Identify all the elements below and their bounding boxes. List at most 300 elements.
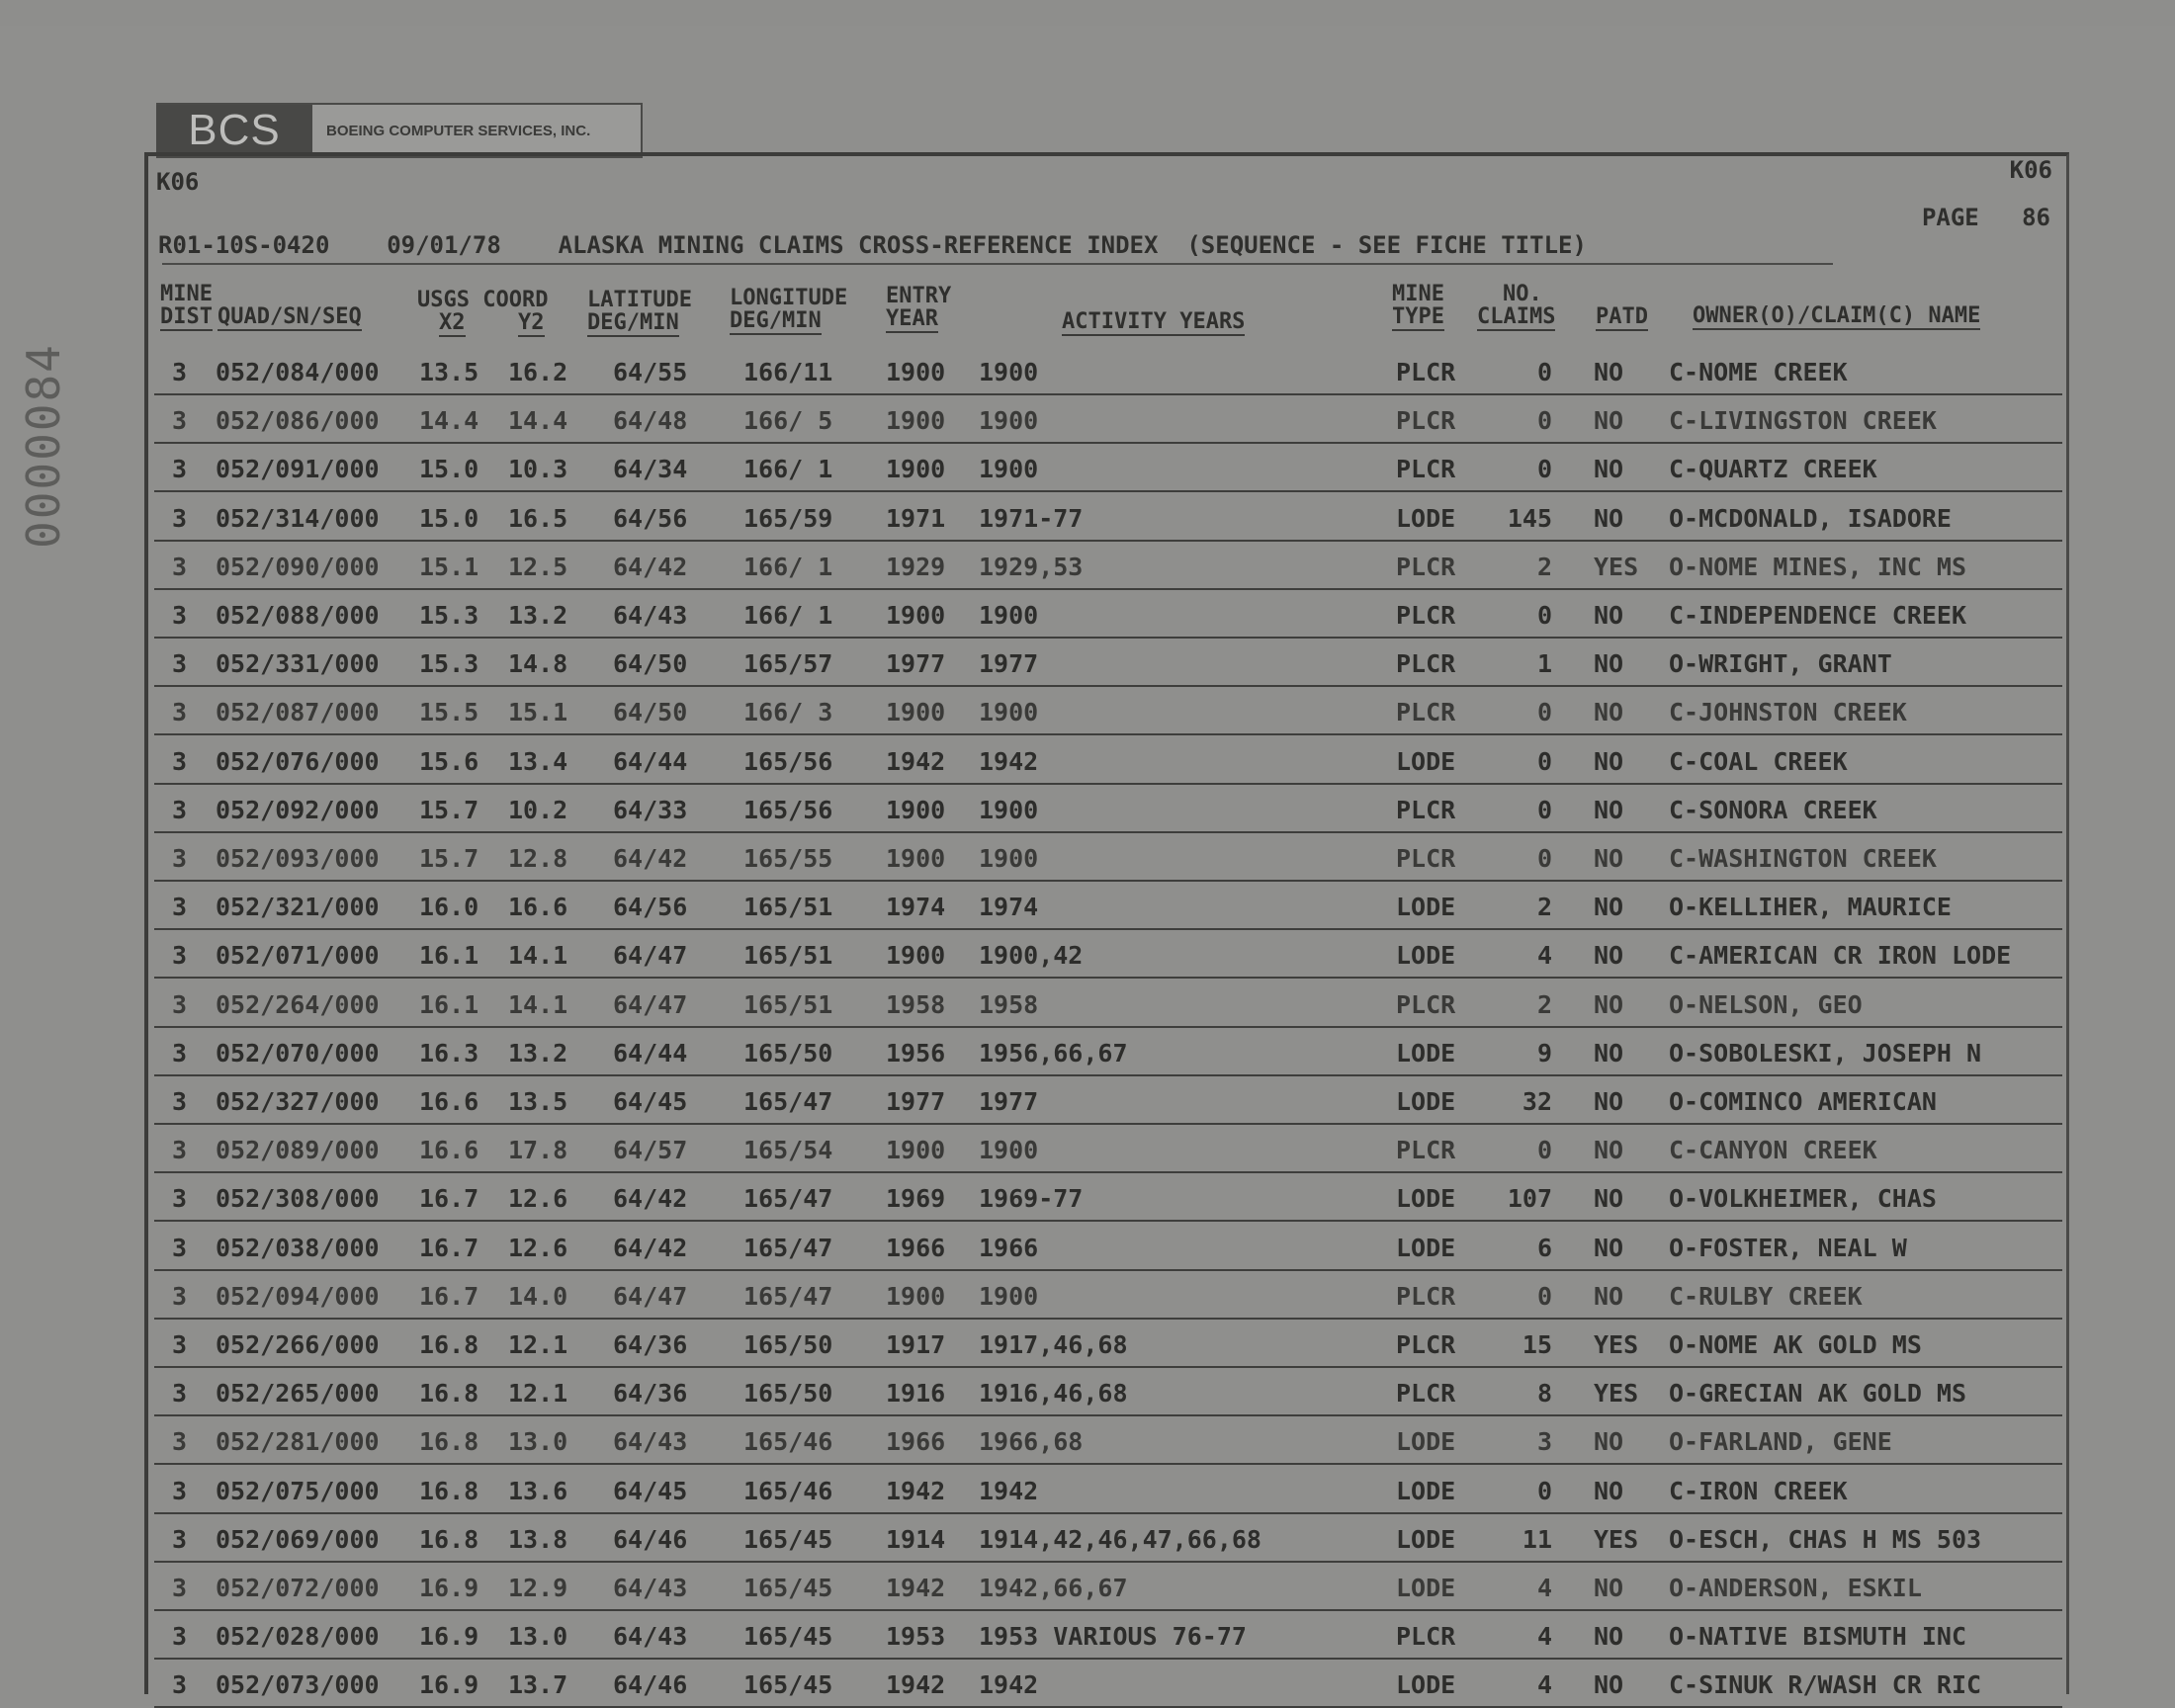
latitude-cell: 64/50 [613, 649, 688, 679]
y2-cell: 12.9 [508, 1574, 568, 1602]
claims-cell: 0 [1536, 1476, 1552, 1505]
quad-cell: 052/265/000 [216, 1379, 380, 1409]
x2-cell: 15.0 [419, 503, 479, 533]
table-row [148, 788, 2066, 833]
longitude-cell: 165/45 [743, 1670, 833, 1700]
patd-cell: NO [1594, 941, 1624, 971]
col-mine-type [1392, 283, 1444, 328]
claims-cell: 4 [1536, 941, 1552, 971]
table-row [148, 1614, 2066, 1660]
claims-cell: 0 [1536, 601, 1552, 630]
owner-claim-cell: O-NOME AK GOLD MS [1669, 1330, 1922, 1359]
latitude-cell: 64/47 [613, 989, 688, 1019]
mine-type-cell: PLCR [1396, 698, 1456, 727]
mine-dist-cell: 3 [172, 1184, 188, 1214]
col-entry-year [886, 285, 951, 330]
entry-year-cell: 1900 [886, 358, 946, 386]
owner-claim-cell: O-ANDERSON, ESKIL [1669, 1574, 1922, 1602]
entry-year-cell: 1971 [886, 503, 946, 533]
row-rule [154, 393, 2062, 395]
y2-cell: 13.7 [508, 1670, 568, 1700]
title-underline [162, 263, 1833, 265]
mine-type-cell: PLCR [1396, 601, 1456, 630]
entry-year-cell: 1914 [886, 1524, 946, 1554]
row-rule [154, 1074, 2062, 1076]
claims-cell: 0 [1536, 455, 1552, 484]
owner-claim-cell: C-QUARTZ CREEK [1669, 455, 1877, 484]
row-rule [154, 588, 2062, 590]
row-rule [154, 977, 2062, 979]
mine-type-cell: PLCR [1396, 552, 1456, 581]
col-coord-label: COORD [482, 288, 549, 312]
claims-cell: 0 [1536, 844, 1552, 873]
activity-years-cell: 1966 [979, 1233, 1039, 1262]
y2-cell: 12.1 [508, 1379, 568, 1409]
mine-dist-cell: 3 [172, 844, 188, 873]
owner-claim-cell: O-WRIGHT, GRANT [1669, 649, 1892, 679]
row-rule [154, 1171, 2062, 1173]
row-rule [154, 1609, 2062, 1611]
claims-cell: 145 [1507, 503, 1552, 533]
latitude-cell: 64/56 [613, 503, 688, 533]
owner-claim-cell: O-GRECIAN AK GOLD MS [1669, 1379, 1967, 1409]
mine-dist-cell: 3 [172, 941, 188, 971]
claims-cell: 32 [1522, 1087, 1552, 1116]
patd-cell: NO [1594, 1574, 1624, 1602]
y2-cell: 13.0 [508, 1622, 568, 1652]
col-usgs-label: USGS [417, 288, 470, 312]
mine-type-cell: LODE [1396, 1087, 1456, 1116]
activity-years-cell: 1900 [979, 795, 1039, 824]
activity-years-cell: 1977 [979, 1087, 1039, 1116]
x2-cell: 16.9 [419, 1622, 479, 1652]
entry-year-cell: 1969 [886, 1184, 946, 1214]
owner-claim-cell: O-VOLKHEIMER, CHAS [1669, 1184, 1937, 1214]
mine-dist-cell: 3 [172, 358, 188, 386]
y2-cell: 10.2 [508, 795, 568, 824]
entry-year-cell: 1966 [886, 1427, 946, 1457]
mine-dist-cell: 3 [172, 746, 188, 776]
x2-cell: 16.8 [419, 1476, 479, 1505]
owner-claim-cell: O-FARLAND, GENE [1669, 1427, 1892, 1457]
quad-cell: 052/089/000 [216, 1136, 380, 1165]
longitude-cell: 165/47 [743, 1184, 833, 1214]
activity-years-cell: 1974 [979, 893, 1039, 922]
y2-cell: 12.1 [508, 1330, 568, 1359]
entry-year-cell: 1929 [886, 552, 946, 581]
claims-cell: 0 [1536, 1136, 1552, 1165]
mine-type-cell: PLCR [1396, 844, 1456, 873]
entry-year-cell: 1900 [886, 698, 946, 727]
table-row [148, 1663, 2066, 1708]
owner-claim-cell: O-ESCH, CHAS H MS 503 [1669, 1524, 1982, 1554]
owner-claim-cell: O-COMINCO AMERICAN [1669, 1087, 1937, 1116]
latitude-cell: 64/42 [613, 1184, 688, 1214]
entry-year-cell: 1917 [886, 1330, 946, 1359]
y2-cell: 12.6 [508, 1233, 568, 1262]
patd-cell: NO [1594, 795, 1624, 824]
activity-years-cell: 1900 [979, 698, 1039, 727]
col-lon-line2: DEG/MIN [730, 308, 822, 333]
mine-dist-cell: 3 [172, 1379, 188, 1409]
row-rule [154, 685, 2062, 687]
col-lat-line2: DEG/MIN [587, 310, 679, 335]
col-y2 [518, 311, 545, 334]
activity-years-cell: 1956,66,67 [979, 1038, 1128, 1068]
col-lon-line1: LONGITUDE [730, 286, 848, 310]
owner-claim-cell: C-CANYON CREEK [1669, 1136, 1877, 1165]
table-row [148, 1128, 2066, 1173]
col-lat-line1: LATITUDE [587, 288, 692, 312]
patd-cell: NO [1594, 1136, 1624, 1165]
mine-type-cell: LODE [1396, 941, 1456, 971]
patd-cell: YES [1594, 1379, 1639, 1409]
patd-cell: NO [1594, 893, 1624, 922]
quad-cell: 052/314/000 [216, 503, 380, 533]
longitude-cell: 165/55 [743, 844, 833, 873]
mine-type-cell: LODE [1396, 1476, 1456, 1505]
activity-years-cell: 1900 [979, 601, 1039, 630]
entry-year-cell: 1953 [886, 1622, 946, 1652]
longitude-cell: 166/ 1 [743, 455, 833, 484]
mine-type-cell: PLCR [1396, 1281, 1456, 1311]
y2-cell: 10.3 [508, 455, 568, 484]
x2-cell: 14.4 [419, 406, 479, 436]
entry-year-cell: 1942 [886, 1476, 946, 1505]
claims-cell: 3 [1536, 1427, 1552, 1457]
longitude-cell: 165/51 [743, 893, 833, 922]
quad-cell: 052/070/000 [216, 1038, 380, 1068]
row-rule [154, 928, 2062, 930]
mine-dist-cell: 3 [172, 1622, 188, 1652]
table-row [148, 836, 2066, 882]
mine-type-cell: LODE [1396, 1670, 1456, 1700]
quad-cell: 052/094/000 [216, 1281, 380, 1311]
mine-dist-cell: 3 [172, 601, 188, 630]
latitude-cell: 64/45 [613, 1087, 688, 1116]
latitude-cell: 64/33 [613, 795, 688, 824]
activity-years-cell: 1942 [979, 1476, 1039, 1505]
report-frame [144, 152, 2069, 1700]
latitude-cell: 64/36 [613, 1379, 688, 1409]
col-mine-dist-line1: MINE [160, 282, 213, 306]
owner-claim-cell: C-JOHNSTON CREEK [1669, 698, 1907, 727]
latitude-cell: 64/42 [613, 844, 688, 873]
col-claims-line2: CLAIMS [1477, 304, 1556, 329]
longitude-cell: 165/51 [743, 941, 833, 971]
x2-cell: 16.8 [419, 1330, 479, 1359]
activity-years-cell: 1900 [979, 455, 1039, 484]
col-claims-line1: NO. [1503, 282, 1542, 306]
activity-years-cell: 1900 [979, 1136, 1039, 1165]
page-number: 86 [2022, 204, 2050, 231]
table-row [148, 447, 2066, 492]
x2-cell: 16.7 [419, 1281, 479, 1311]
col-x2 [439, 311, 466, 334]
quad-cell: 052/086/000 [216, 406, 380, 436]
table-row [148, 1419, 2066, 1465]
claims-cell: 4 [1536, 1622, 1552, 1652]
y2-cell: 13.5 [508, 1087, 568, 1116]
owner-claim-cell: C-INDEPENDENCE CREEK [1669, 601, 1967, 630]
mine-dist-cell: 3 [172, 503, 188, 533]
entry-year-cell: 1977 [886, 1087, 946, 1116]
longitude-cell: 165/56 [743, 795, 833, 824]
table-row [148, 1323, 2066, 1368]
entry-year-cell: 1900 [886, 844, 946, 873]
activity-years-cell: 1917,46,68 [979, 1330, 1128, 1359]
activity-years-cell: 1929,53 [979, 552, 1084, 581]
claims-cell: 9 [1536, 1038, 1552, 1068]
mine-dist-cell: 3 [172, 698, 188, 727]
quad-cell: 052/038/000 [216, 1233, 380, 1262]
col-latitude [587, 289, 692, 334]
longitude-cell: 165/46 [743, 1476, 833, 1505]
activity-years-cell: 1942 [979, 1670, 1039, 1700]
activity-years-cell: 1900 [979, 844, 1039, 873]
latitude-cell: 64/48 [613, 406, 688, 436]
quad-cell: 052/084/000 [216, 358, 380, 386]
row-rule [154, 1318, 2062, 1320]
longitude-cell: 165/45 [743, 1622, 833, 1652]
col-quad-label: QUAD/SN/SEQ [218, 304, 362, 329]
x2-cell: 16.3 [419, 1038, 479, 1068]
owner-claim-cell: C-LIVINGSTON CREEK [1669, 406, 1937, 436]
y2-cell: 14.1 [508, 989, 568, 1019]
claims-cell: 2 [1536, 552, 1552, 581]
entry-year-cell: 1900 [886, 795, 946, 824]
quad-cell: 052/076/000 [216, 746, 380, 776]
latitude-cell: 64/36 [613, 1330, 688, 1359]
y2-cell: 12.6 [508, 1184, 568, 1214]
owner-claim-cell: C-SONORA CREEK [1669, 795, 1877, 824]
latitude-cell: 64/45 [613, 1476, 688, 1505]
claims-cell: 0 [1536, 1281, 1552, 1311]
row-rule [154, 1561, 2062, 1563]
logo-company: BOEING COMPUTER SERVICES, INC. [312, 105, 641, 156]
activity-years-cell: 1971-77 [979, 503, 1084, 533]
mine-type-cell: LODE [1396, 1427, 1456, 1457]
col-type-line1: MINE [1392, 282, 1444, 306]
x2-cell: 15.6 [419, 746, 479, 776]
row-rule [154, 1414, 2062, 1416]
longitude-cell: 166/ 1 [743, 601, 833, 630]
latitude-cell: 64/46 [613, 1524, 688, 1554]
longitude-cell: 165/50 [743, 1379, 833, 1409]
y2-cell: 17.8 [508, 1136, 568, 1165]
claims-cell: 6 [1536, 1233, 1552, 1262]
owner-claim-cell: O-MCDONALD, ISADORE [1669, 503, 1952, 533]
mine-type-cell: PLCR [1396, 989, 1456, 1019]
table-row [148, 739, 2066, 785]
mine-type-cell: LODE [1396, 893, 1456, 922]
latitude-cell: 64/43 [613, 1427, 688, 1457]
activity-years-cell: 1942 [979, 746, 1039, 776]
col-patd-label: PATD [1596, 304, 1648, 329]
table-row [148, 1079, 2066, 1125]
col-usgs-coord [417, 289, 548, 311]
longitude-cell: 165/51 [743, 989, 833, 1019]
mine-type-cell: LODE [1396, 746, 1456, 776]
y2-cell: 14.0 [508, 1281, 568, 1311]
col-y2-label: Y2 [518, 310, 545, 335]
y2-cell: 12.5 [508, 552, 568, 581]
y2-cell: 14.4 [508, 406, 568, 436]
mine-dist-cell: 3 [172, 1670, 188, 1700]
row-rule [154, 540, 2062, 542]
row-rule [154, 490, 2062, 492]
row-rule [154, 637, 2062, 639]
col-activity-label: ACTIVITY YEARS [1062, 309, 1246, 334]
entry-year-cell: 1900 [886, 455, 946, 484]
mine-type-cell: PLCR [1396, 649, 1456, 679]
row-rule [154, 1463, 2062, 1465]
mine-dist-cell: 3 [172, 1524, 188, 1554]
mine-type-cell: LODE [1396, 503, 1456, 533]
quad-cell: 052/028/000 [216, 1622, 380, 1652]
claims-cell: 1 [1536, 649, 1552, 679]
microfiche-sheet [0, 26, 2175, 1708]
x2-cell: 16.6 [419, 1136, 479, 1165]
activity-years-cell: 1900 [979, 358, 1039, 386]
owner-claim-cell: O-FOSTER, NEAL W [1669, 1233, 1907, 1262]
x2-cell: 15.3 [419, 601, 479, 630]
page-indicator [1922, 204, 2050, 231]
patd-cell: NO [1594, 1427, 1624, 1457]
latitude-cell: 64/42 [613, 552, 688, 581]
row-rule [154, 831, 2062, 833]
patd-cell: YES [1594, 552, 1639, 581]
y2-cell: 13.6 [508, 1476, 568, 1505]
mine-type-cell: LODE [1396, 1233, 1456, 1262]
y2-cell: 13.2 [508, 1038, 568, 1068]
mine-dist-cell: 3 [172, 1281, 188, 1311]
mine-type-cell: LODE [1396, 1574, 1456, 1602]
quad-cell: 052/281/000 [216, 1427, 380, 1457]
table-row [148, 690, 2066, 735]
row-rule [154, 1512, 2062, 1514]
mine-dist-cell: 3 [172, 1574, 188, 1602]
longitude-cell: 165/47 [743, 1233, 833, 1262]
x2-cell: 16.8 [419, 1427, 479, 1457]
patd-cell: NO [1594, 503, 1624, 533]
col-patd [1596, 305, 1648, 328]
row-rule [154, 1269, 2062, 1271]
report-id: R01-10S-0420 [158, 231, 330, 259]
y2-cell: 16.5 [508, 503, 568, 533]
patd-cell: NO [1594, 601, 1624, 630]
longitude-cell: 165/59 [743, 503, 833, 533]
activity-years-cell: 1966,68 [979, 1427, 1084, 1457]
patd-cell: NO [1594, 1087, 1624, 1116]
quad-cell: 052/088/000 [216, 601, 380, 630]
table-row [148, 350, 2066, 395]
side-frame-number: 0000084 [17, 343, 70, 549]
mine-dist-cell: 3 [172, 1330, 188, 1359]
claims-cell: 4 [1536, 1574, 1552, 1602]
x2-cell: 15.1 [419, 552, 479, 581]
owner-claim-cell: C-IRON CREEK [1669, 1476, 1848, 1505]
col-entry-line1: ENTRY [886, 284, 952, 308]
x2-cell: 16.6 [419, 1087, 479, 1116]
longitude-cell: 165/50 [743, 1038, 833, 1068]
mine-type-cell: PLCR [1396, 455, 1456, 484]
y2-cell: 12.8 [508, 844, 568, 873]
x2-cell: 15.7 [419, 795, 479, 824]
entry-year-cell: 1942 [886, 1670, 946, 1700]
mine-type-cell: PLCR [1396, 1379, 1456, 1409]
mine-type-cell: PLCR [1396, 406, 1456, 436]
claims-cell: 8 [1536, 1379, 1552, 1409]
mine-dist-cell: 3 [172, 1427, 188, 1457]
col-mine-dist-line2: DIST [160, 304, 213, 329]
table-row [148, 1226, 2066, 1271]
mine-dist-cell: 3 [172, 1038, 188, 1068]
x2-cell: 16.7 [419, 1233, 479, 1262]
mine-type-cell: LODE [1396, 1038, 1456, 1068]
mine-dist-cell: 3 [172, 406, 188, 436]
quad-cell: 052/073/000 [216, 1670, 380, 1700]
entry-year-cell: 1900 [886, 406, 946, 436]
latitude-cell: 64/44 [613, 1038, 688, 1068]
latitude-cell: 64/46 [613, 1670, 688, 1700]
owner-claim-cell: C-COAL CREEK [1669, 746, 1848, 776]
mine-dist-cell: 3 [172, 795, 188, 824]
x2-cell: 16.8 [419, 1379, 479, 1409]
table-row [148, 496, 2066, 542]
table-row [148, 1176, 2066, 1222]
x2-cell: 16.1 [419, 989, 479, 1019]
row-rule [154, 1366, 2062, 1368]
longitude-cell: 166/11 [743, 358, 833, 386]
table-row [148, 545, 2066, 590]
y2-cell: 15.1 [508, 698, 568, 727]
activity-years-cell: 1900,42 [979, 941, 1084, 971]
mine-type-cell: PLCR [1396, 358, 1456, 386]
patd-cell: NO [1594, 1476, 1624, 1505]
entry-year-cell: 1956 [886, 1038, 946, 1068]
table-row [148, 398, 2066, 444]
patd-cell: NO [1594, 698, 1624, 727]
mine-dist-cell: 3 [172, 1233, 188, 1262]
owner-claim-cell: O-KELLIHER, MAURICE [1669, 893, 1952, 922]
patd-cell: NO [1594, 746, 1624, 776]
header-code-left: K06 [156, 168, 200, 196]
header-code-right: K06 [2009, 156, 2052, 184]
x2-cell: 16.1 [419, 941, 479, 971]
owner-claim-cell: C-RULBY CREEK [1669, 1281, 1863, 1311]
owner-claim-cell: C-WASHINGTON CREEK [1669, 844, 1937, 873]
patd-cell: NO [1594, 1233, 1624, 1262]
longitude-cell: 165/56 [743, 746, 833, 776]
activity-years-cell: 1969-77 [979, 1184, 1084, 1214]
activity-years-cell: 1977 [979, 649, 1039, 679]
claims-cell: 0 [1536, 746, 1552, 776]
entry-year-cell: 1942 [886, 1574, 946, 1602]
table-row [148, 593, 2066, 639]
claims-cell: 0 [1536, 698, 1552, 727]
claims-cell: 2 [1536, 989, 1552, 1019]
patd-cell: YES [1594, 1524, 1639, 1554]
y2-cell: 16.2 [508, 358, 568, 386]
owner-claim-cell: C-NOME CREEK [1669, 358, 1848, 386]
quad-cell: 052/075/000 [216, 1476, 380, 1505]
activity-years-cell: 1900 [979, 1281, 1039, 1311]
entry-year-cell: 1977 [886, 649, 946, 679]
quad-cell: 052/071/000 [216, 941, 380, 971]
quad-cell: 052/093/000 [216, 844, 380, 873]
x2-cell: 16.0 [419, 893, 479, 922]
